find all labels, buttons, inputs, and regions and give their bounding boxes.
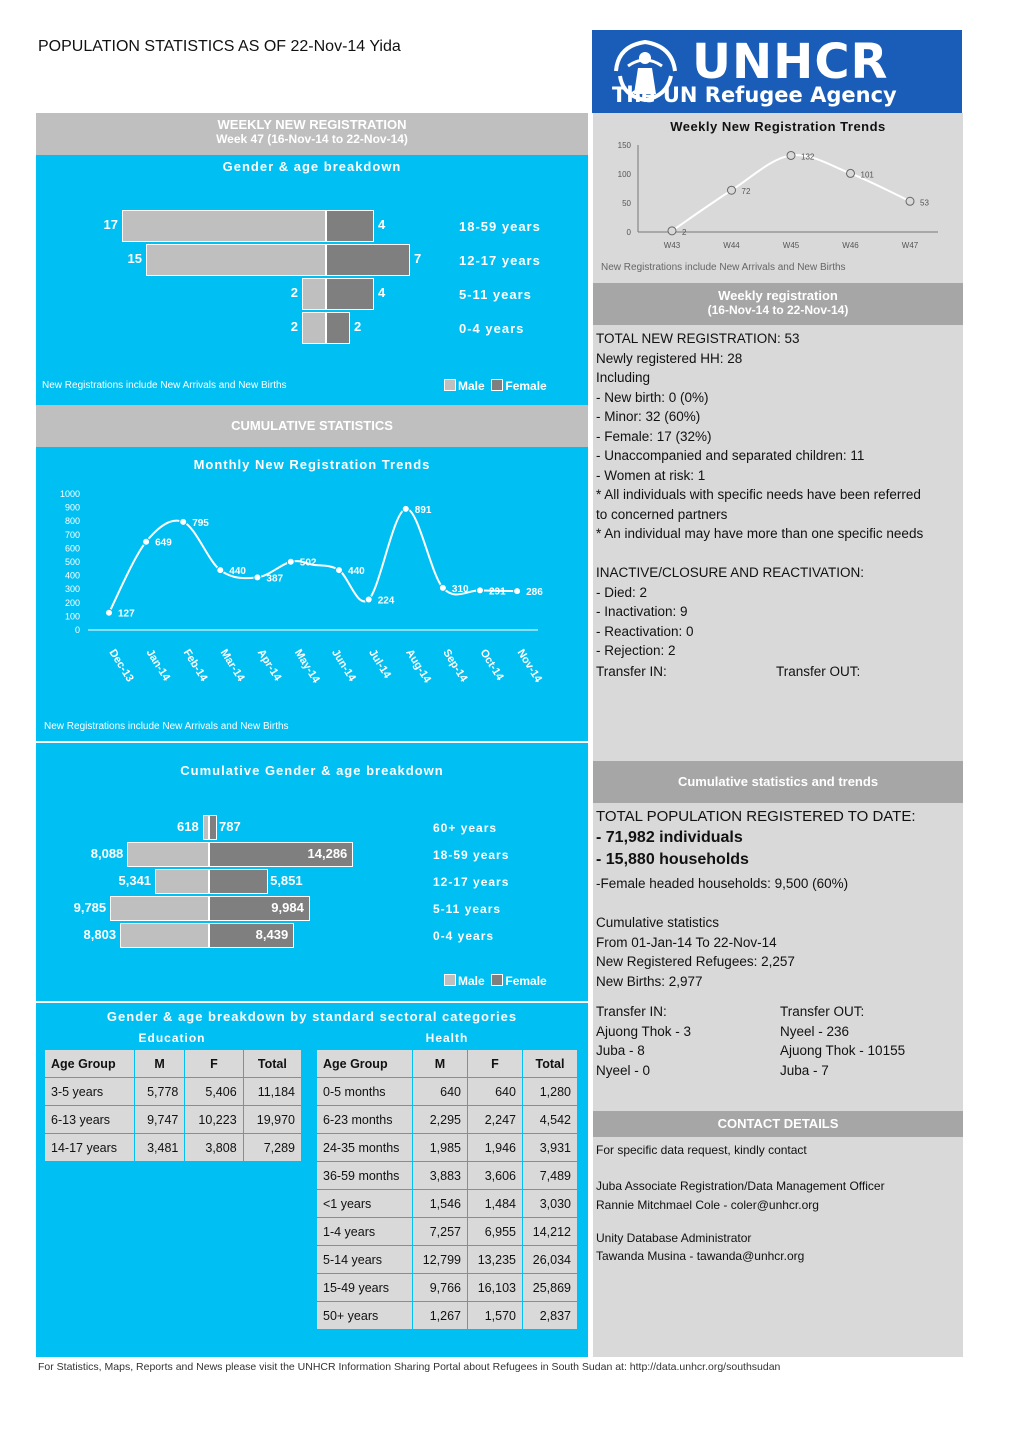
weekly-registration-line: - New birth: 0 (0%)	[596, 389, 709, 405]
transfer-out-list	[780, 1002, 905, 1080]
data-point	[477, 587, 484, 594]
value-cell: 13,235	[467, 1246, 522, 1274]
value-cell: 2,295	[413, 1106, 468, 1134]
age-group-cell: 36-59 months	[317, 1162, 413, 1190]
x-tick-label: Feb-14	[180, 647, 210, 684]
value-cell: 3,030	[522, 1190, 577, 1218]
female-value-label: 2	[354, 319, 362, 334]
data-point	[254, 574, 261, 581]
column-header: F	[185, 1050, 243, 1078]
x-tick-label: W47	[901, 241, 919, 250]
female-value-label: 7	[414, 251, 422, 266]
contact-officer	[596, 1177, 885, 1215]
contact-officer-title: Juba Associate Registration/Data Management Officer	[596, 1179, 885, 1193]
x-tick-label: Jul-14	[366, 647, 394, 681]
value-cell: 12,799	[413, 1246, 468, 1274]
data-label: 310	[451, 583, 469, 595]
female-bar	[209, 869, 268, 894]
female-value-label: 14,286	[307, 846, 348, 861]
legend-female-label: Female	[505, 974, 547, 988]
value-cell: 3,808	[185, 1134, 243, 1162]
male-bar	[122, 210, 326, 242]
value-cell: 3,481	[134, 1134, 184, 1162]
y-tick-label: 300	[64, 584, 80, 595]
weekly-pyramid-title: Gender & age breakdown	[222, 159, 402, 174]
value-cell: 7,257	[413, 1218, 468, 1246]
male-bar	[110, 896, 209, 921]
male-value-label: 2	[290, 319, 298, 334]
male-value-label: 17	[103, 217, 118, 232]
value-cell: 1,484	[467, 1190, 522, 1218]
value-cell: 9,766	[413, 1274, 468, 1302]
data-point	[336, 567, 343, 574]
x-tick-label: Nov-14	[514, 647, 545, 685]
x-tick-label: Dec-13	[106, 647, 136, 685]
data-point	[217, 567, 224, 574]
data-label: 72	[741, 187, 751, 197]
value-cell: 1,267	[413, 1302, 468, 1330]
value-cell: 1,985	[413, 1134, 468, 1162]
y-tick-label: 50	[622, 199, 631, 208]
transfer-in-label: Transfer IN:	[596, 664, 667, 679]
age-group-label: 18-59 years	[433, 848, 510, 862]
age-group-cell: <1 years	[317, 1190, 413, 1218]
age-group-label: 0-4 years	[459, 321, 525, 336]
transfer-in-items	[596, 1022, 691, 1081]
transfer-item: Nyeel - 236	[780, 1023, 850, 1039]
weekly-reg-header-line2: (16-Nov-14 to 22-Nov-14)	[707, 303, 849, 317]
x-tick-label: Jan-14	[143, 647, 173, 684]
y-tick-label: 900	[64, 502, 80, 513]
x-tick-label: W43	[663, 241, 681, 250]
data-point	[180, 518, 187, 525]
weekly-registration-line: INACTIVE/CLOSURE AND REACTIVATION:	[596, 565, 865, 580]
age-group-label: 12-17 years	[459, 253, 541, 268]
cum-pyramid-panel	[36, 743, 588, 1001]
value-cell: 3,931	[522, 1134, 577, 1162]
value-cell: 9,747	[134, 1106, 184, 1134]
age-group-label: 12-17 years	[433, 875, 510, 889]
contact-admin-email[interactable]: Tawanda Musina - tawanda@unhcr.org	[596, 1249, 805, 1263]
data-label: 387	[266, 573, 284, 585]
column-header: M	[134, 1050, 184, 1078]
female-bar	[326, 278, 374, 310]
age-group-cell: 1-4 years	[317, 1218, 413, 1246]
data-label: 795	[192, 517, 209, 529]
female-bar	[326, 244, 410, 276]
male-value-label: 15	[127, 251, 142, 266]
table-row	[317, 1246, 578, 1274]
x-tick-label: May-14	[291, 647, 322, 686]
table-header-row	[45, 1050, 302, 1078]
weekly-trend-panel	[593, 113, 963, 283]
x-tick-label: Mar-14	[217, 647, 247, 684]
weekly-registration-header	[593, 283, 963, 325]
weekly-registration-line: - Women at risk: 1	[596, 467, 706, 483]
y-tick-label: 100	[64, 611, 80, 622]
table-header-row	[317, 1050, 578, 1078]
weekly-registration-line: * An individual may have more than one specific needs	[596, 526, 924, 541]
legend-male-swatch	[444, 379, 456, 391]
weekly-registration-line: - Inactivation: 9	[596, 604, 688, 619]
contact-admin	[596, 1229, 804, 1265]
value-cell: 2,837	[522, 1302, 577, 1330]
value-cell: 14,212	[522, 1218, 577, 1246]
value-cell: 1,546	[413, 1190, 468, 1218]
legend-female-swatch	[491, 974, 503, 986]
value-cell: 5,406	[185, 1078, 243, 1106]
weekly-legend	[444, 379, 547, 393]
female-value-label: 4	[378, 217, 386, 232]
data-label: 2	[682, 227, 687, 237]
data-point	[287, 558, 294, 565]
table-row	[317, 1190, 578, 1218]
x-tick-label: Aug-14	[403, 647, 434, 686]
monthly-line-chart	[36, 447, 588, 741]
legend-male-label: Male	[458, 379, 485, 393]
contact-admin-title: Unity Database Administrator	[596, 1231, 752, 1245]
transfer-out-label: Transfer OUT:	[776, 664, 861, 679]
value-cell: 3,883	[413, 1162, 468, 1190]
weekly-registration-panel	[593, 325, 963, 761]
male-bar	[155, 869, 209, 894]
male-value-label: 8,088	[90, 846, 124, 861]
logo-tagline: The UN Refugee Agency	[612, 83, 897, 107]
age-group-cell: 3-5 years	[45, 1078, 135, 1106]
cumulative-statistics-line: New Registered Refugees: 2,257	[596, 954, 795, 969]
value-cell: 11,184	[243, 1078, 301, 1106]
weekly-registration-line: - Female: 17 (32%)	[596, 428, 712, 444]
table-row	[317, 1274, 578, 1302]
y-tick-label: 600	[64, 543, 80, 554]
age-group-cell: 24-35 months	[317, 1134, 413, 1162]
health-title: Health	[425, 1031, 469, 1045]
weekly-line-chart	[593, 113, 963, 283]
data-label: 649	[155, 537, 172, 549]
contact-intro: For specific data request, kindly contact	[596, 1143, 807, 1157]
logo-brand: UNHCR	[692, 34, 889, 90]
value-cell: 25,869	[522, 1274, 577, 1302]
table-row	[317, 1218, 578, 1246]
legend-male-label: Male	[458, 974, 485, 988]
male-bar	[127, 842, 209, 867]
weekly-registration-line: - Died: 2	[596, 584, 648, 600]
female-value-label: 8,439	[255, 927, 289, 942]
female-bar	[209, 815, 217, 840]
y-tick-label: 400	[64, 570, 80, 581]
value-cell: 7,289	[243, 1134, 301, 1162]
value-cell: 26,034	[522, 1246, 577, 1274]
weekly-trend-title: Weekly New Registration Trends	[670, 119, 886, 134]
weekly-registration-line: Including	[596, 370, 651, 385]
table-row	[317, 1162, 578, 1190]
cumulative-statistics-line: Cumulative statistics	[596, 915, 720, 930]
weekly-registration-line: - Rejection: 2	[596, 643, 676, 658]
legend-female-swatch	[491, 379, 503, 391]
data-label: 291	[489, 586, 506, 598]
male-bar	[302, 278, 326, 310]
cum-pyramid-chart	[36, 743, 588, 1001]
x-tick-label: W45	[782, 241, 800, 250]
weekly-reg-header-line1: Weekly registration	[718, 288, 838, 303]
age-group-label: 5-11 years	[433, 902, 502, 916]
weekly-pyramid-chart	[36, 155, 588, 405]
footer-text[interactable]: For Statistics, Maps, Reports and News please visit the UNHCR Information Sharing Portal about Refugees in South Sudan at: http://data.unhcr.org/southsudan	[38, 1361, 781, 1373]
male-value-label: 2	[290, 285, 298, 300]
data-point	[728, 186, 736, 194]
cumulative-trends-panel	[593, 803, 963, 1111]
transfer-item: Juba - 8	[596, 1043, 645, 1058]
male-value-label: 5,341	[118, 873, 152, 888]
data-point	[365, 596, 372, 603]
y-tick-label: 500	[64, 557, 80, 567]
weekly-registration-line: - Unaccompanied and separated children: 11	[596, 448, 865, 463]
monthly-note: New Registrations include New Arrivals and New Births	[44, 721, 289, 732]
weekly-registration-line	[596, 544, 959, 564]
weekly-registration-line: TOTAL NEW REGISTRATION: 53	[596, 331, 800, 346]
y-tick-label: 700	[64, 529, 80, 540]
data-point	[143, 538, 150, 545]
male-bar	[146, 244, 326, 276]
column-header: Age Group	[45, 1050, 135, 1078]
female-value-label: 4	[378, 285, 386, 300]
data-label: 53	[920, 198, 929, 208]
table-row	[45, 1078, 302, 1106]
value-cell: 1,280	[522, 1078, 577, 1106]
cumulative-statistics-text	[596, 913, 795, 991]
total-individuals: - 71,982 individuals	[596, 829, 743, 846]
y-tick-label: 100	[617, 170, 631, 179]
value-cell: 7,489	[522, 1162, 577, 1190]
data-label: 891	[414, 504, 432, 516]
cumulative-header: CUMULATIVE STATISTICS	[36, 405, 588, 447]
male-bar	[302, 312, 326, 344]
monthly-chart-title: Monthly New Registration Trends	[193, 457, 431, 472]
weekly-registration-line: to concerned partners	[596, 506, 728, 522]
column-header: M	[413, 1050, 468, 1078]
transfer-item: Nyeel - 0	[596, 1062, 651, 1078]
cumulative-statistics-line: New Births: 2,977	[596, 973, 703, 989]
column-header: F	[467, 1050, 522, 1078]
data-label: 440	[348, 566, 365, 578]
y-tick-label: 200	[64, 597, 80, 608]
table-row	[317, 1106, 578, 1134]
sectoral-title: Gender & age breakdown by standard sectoral categories	[106, 1009, 518, 1024]
data-label: 224	[377, 595, 395, 607]
transfer-out-items	[780, 1022, 905, 1081]
age-group-cell: 50+ years	[317, 1302, 413, 1330]
age-group-cell: 6-23 months	[317, 1106, 413, 1134]
weekly-registration-line: Newly registered HH: 28	[596, 350, 743, 366]
x-tick-label: W46	[842, 241, 859, 250]
weekly-registration-line: * All individuals with specific needs have been referred	[596, 487, 921, 502]
age-group-label: 5-11 years	[459, 287, 532, 302]
x-tick-label: Apr-14	[254, 647, 284, 684]
table-row	[317, 1134, 578, 1162]
total-population-label: TOTAL POPULATION REGISTERED TO DATE:	[596, 808, 916, 825]
value-cell: 640	[413, 1078, 468, 1106]
age-group-cell: 14-17 years	[45, 1134, 135, 1162]
age-group-label: 0-4 years	[433, 929, 495, 943]
transfer-item: Ajuong Thok - 3	[596, 1023, 692, 1039]
monthly-chart-panel	[36, 447, 588, 741]
value-cell: 16,103	[467, 1274, 522, 1302]
data-label: 101	[860, 170, 874, 180]
value-cell: 10,223	[185, 1106, 243, 1134]
column-header: Total	[522, 1050, 577, 1078]
x-tick-label: Oct-14	[477, 647, 506, 683]
series-line	[672, 155, 910, 231]
data-point	[906, 197, 914, 205]
data-label: 127	[118, 608, 135, 620]
contact-officer-email[interactable]: Rannie Mitchmael Cole - coler@unhcr.org	[596, 1198, 819, 1212]
female-value-label: 787	[219, 819, 241, 834]
value-cell: 1,570	[467, 1302, 522, 1330]
legend-male-swatch	[444, 974, 456, 986]
value-cell: 19,970	[243, 1106, 301, 1134]
weekly-header-line2: Week 47 (16-Nov-14 to 22-Nov-14)	[216, 132, 408, 146]
education-table	[44, 1049, 302, 1162]
weekly-registration-line: - Minor: 32 (60%)	[596, 409, 701, 424]
value-cell: 2,247	[467, 1106, 522, 1134]
y-tick-label: 150	[617, 141, 631, 150]
age-group-cell: 15-49 years	[317, 1274, 413, 1302]
transfer-out-title: Transfer OUT:	[780, 1004, 865, 1019]
data-point	[787, 151, 795, 159]
value-cell: 3,606	[467, 1162, 522, 1190]
transfer-in-list	[596, 1002, 691, 1080]
x-tick-label: Jun-14	[329, 647, 359, 684]
sectoral-panel	[36, 1003, 588, 1357]
cumulative-statistics-line: From 01-Jan-14 To 22-Nov-14	[596, 934, 777, 950]
x-tick-label: Sep-14	[440, 647, 470, 685]
age-group-label: 60+ years	[433, 821, 498, 835]
y-tick-label: 800	[64, 516, 80, 527]
weekly-trend-note: New Registrations include New Arrivals and New Births	[601, 262, 846, 273]
male-value-label: 618	[177, 819, 199, 834]
value-cell: 6,955	[467, 1218, 522, 1246]
data-point	[402, 505, 409, 512]
data-point	[106, 609, 113, 616]
column-header: Total	[243, 1050, 301, 1078]
data-label: 440	[229, 566, 246, 578]
weekly-registration-text	[593, 325, 963, 661]
unhcr-logo	[592, 30, 962, 113]
data-point	[847, 169, 855, 177]
value-cell: 5,778	[134, 1078, 184, 1106]
x-tick-label: W44	[723, 241, 740, 250]
male-bar	[120, 923, 209, 948]
data-label: 132	[801, 152, 815, 162]
age-group-label: 18-59 years	[459, 219, 541, 234]
transfer-item: Ajuong Thok - 10155	[780, 1043, 906, 1058]
contact-header: CONTACT DETAILS	[593, 1111, 963, 1137]
value-cell: 1,946	[467, 1134, 522, 1162]
total-households: - 15,880 households	[596, 851, 749, 868]
table-row	[45, 1134, 302, 1162]
data-point	[668, 227, 676, 235]
cumulative-trends-header: Cumulative statistics and trends	[593, 761, 963, 803]
weekly-header	[36, 113, 588, 155]
weekly-note: New Registrations include New Arrivals and New Births	[42, 380, 287, 391]
education-title: Education	[138, 1031, 206, 1045]
cum-legend	[444, 974, 547, 988]
female-value-label: 5,851	[270, 873, 303, 888]
weekly-registration-line: - Reactivation: 0	[596, 623, 694, 639]
data-point	[439, 584, 446, 591]
age-group-cell: 0-5 months	[317, 1078, 413, 1106]
cum-pyramid-title: Cumulative Gender & age breakdown	[180, 763, 444, 778]
table-row	[45, 1106, 302, 1134]
female-bar	[326, 312, 350, 344]
health-table	[316, 1049, 578, 1330]
table-row	[317, 1302, 578, 1330]
table-row	[317, 1078, 578, 1106]
weekly-header-line1: WEEKLY NEW REGISTRATION	[217, 117, 407, 132]
transfer-item: Juba - 7	[780, 1062, 829, 1078]
y-tick-label: 0	[626, 228, 631, 237]
page-title: POPULATION STATISTICS AS OF 22-Nov-14 Yida	[38, 38, 401, 55]
y-tick-label: 1000	[59, 489, 80, 499]
data-label: 502	[299, 557, 317, 569]
age-group-cell: 6-13 years	[45, 1106, 135, 1134]
age-group-cell: 5-14 years	[317, 1246, 413, 1274]
female-bar	[326, 210, 374, 242]
female-value-label: 9,984	[271, 900, 304, 915]
male-value-label: 9,785	[73, 900, 107, 915]
legend-female-label: Female	[505, 379, 547, 393]
y-tick-label: 0	[74, 625, 80, 635]
value-cell: 4,542	[522, 1106, 577, 1134]
contact-panel	[593, 1137, 963, 1357]
data-label: 286	[526, 587, 543, 599]
data-point	[514, 588, 521, 595]
female-headed-households: -Female headed households: 9,500 (60%)	[596, 876, 849, 891]
male-value-label: 8,803	[83, 927, 117, 942]
column-header: Age Group	[317, 1050, 413, 1078]
transfer-in-title: Transfer IN:	[596, 1004, 667, 1019]
weekly-pyramid-panel	[36, 155, 588, 405]
value-cell: 640	[467, 1078, 522, 1106]
